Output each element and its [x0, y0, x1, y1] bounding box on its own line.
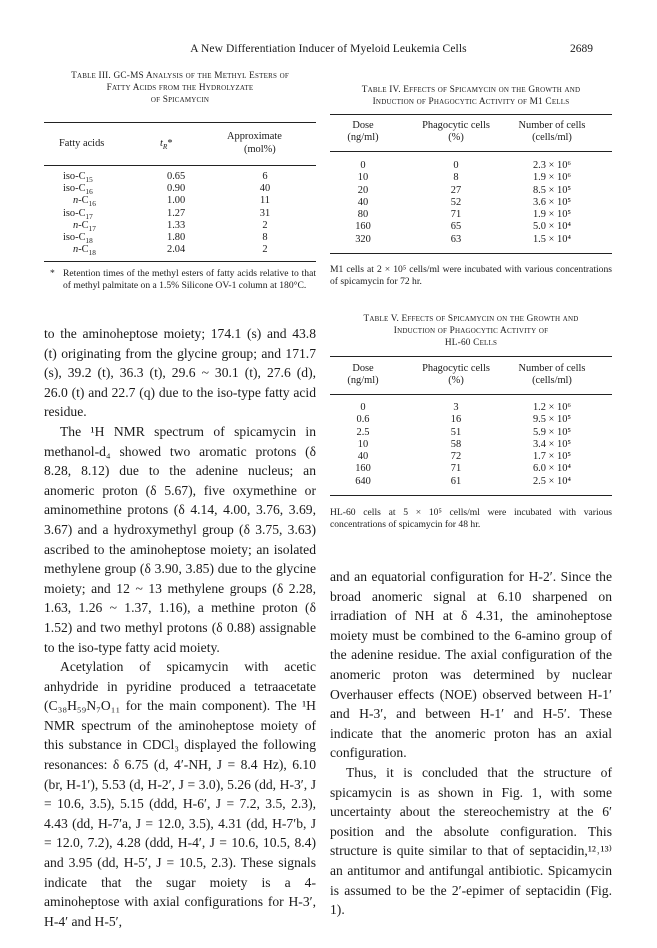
paragraph: The ¹H NMR spectrum of spicamycin in methanol-d₄ showed two aromatic protons (δ 8.28, 8.12) due to the adenine nucleus; an anomeric proton (δ 5.67), five oxymethine or aminomethine protons (δ 4.14, 4.00, 3.76, 3.69, 3.67) and a hydroxymethyl group (δ 3.75, 3.63) ascribed to the aminoheptose moiety; an isolated methylene group (δ 3.90, 3.85) due to the glycine moiety; and 12 ~ 13 methylene groups (δ 2.28, 1.63, 1.26 ~ 1.37, 1.16), a methine proton (δ 1.52) and two methyl protons (δ 0.88) assignable to the iso-type fatty acid moiety.	[44, 423, 316, 655]
table-row: iso-$C_{18}$ 1.80 8	[63, 231, 268, 246]
table-row: $n-C_{18}$ 2.04 2	[73, 244, 268, 258]
table-row: $n-C_{16}$ 1.00 11	[73, 195, 270, 209]
table-3-body	[44, 171, 316, 256]
table-row: $n-C_{17}$ 1.33 2	[73, 219, 268, 233]
paragraph: Acetylation of spicamycin with acetic anhydride in pyridine produced a tetraacetate (C₃₈H₅₉N₇O₁₁ for the main component). The ¹H NMR spectrum of the aminoheptose moiety of this substance in CDCl₃ displayed the following resonances: δ 6.75 (d, 4′-NH, J = 8.4 Hz), 6.10 (br, H-1′), 5.53 (d, H-2′, J = 3.0), 5.26 (dd, H-3′, J = 10.6, 3.5), 5.15 (ddd, H-6′, J = 7.2, 3.5, 2.3), 4.43 (dd, H-7′a, J = 12.0, 3.5), 4.31 (dd, H-7′b, J = 12.0, 7.2), 4.28 (ddd, H-4′, J = 10.6, 10.5, 8.4) and 3.95 (dd, H-5′, J = 10.5, 2.3). These signals indicate that the sugar moiety is a 4-aminoheptose with axial configurations for H-3′, H-4′ and H-5′,	[44, 659, 316, 929]
table-row: 160 71 6.0 × 10⁴	[355, 463, 572, 475]
table-row: 0 3 1.2 × 10⁶	[360, 402, 572, 413]
table-5-body	[330, 402, 612, 488]
paragraph: Thus, it is concluded that the structure of spicamycin is as shown in Fig. 1, with some uncertainty about the stereochemistry at the 6′ position and the absolute configuration. This structure is quite similar to that of septacidin,¹²˒¹³⁾ an antitumor and antifungal antibiotic. Spicamycin is assumed to be the 2′-epimer of septacidin (Fig. 1).	[330, 764, 612, 918]
table-5-col-cells: Number of cells	[518, 363, 586, 374]
paragraph: to the aminoheptose moiety; 174.1 (s) and 43.8 (t) originating from the glycine group; and 171.7 (s), 39.2 (t), 36.3 (t), 29.6 ~ 30.1 (t), 27.6 (d), 26.0 (t) and 22.7 (q) due to the iso-type fatty acid residue.	[44, 326, 316, 420]
table-row: iso-$C_{15}$ 0.65 6	[63, 171, 268, 185]
table-row: 80 71 1.9 × 10⁵	[357, 209, 572, 221]
table-row: 20 27 8.5 × 10⁵	[357, 184, 572, 196]
table-row: iso-$C_{16}$ 0.90 40	[63, 183, 271, 197]
table-row: 40 52 3.6 × 10⁵	[357, 196, 572, 208]
table-4-body	[330, 160, 612, 246]
table-3-col-mol-b: (mol%)	[244, 144, 276, 155]
table-4-note: M1 cells at 2 × 10⁵ cells/ml were incubated with various concentrations of spicamycin for 72 hr.	[330, 264, 612, 288]
table-row: 2.5 51 5.9 × 10⁵	[356, 426, 572, 438]
table-4	[330, 84, 612, 108]
table-5-col-phago: Phagocytic cells	[422, 363, 490, 374]
table-row: 40 72 1.7 × 10⁵	[357, 451, 572, 463]
table-5	[330, 313, 612, 349]
table-row: 0 0 2.3 × 10⁶	[360, 160, 572, 171]
table-row: 0.6 16 9.5 × 10⁵	[356, 414, 572, 426]
table-4-col-phago: Phagocytic cells	[422, 120, 490, 131]
table-5-note: HL-60 cells at 5 × 10⁵ cells/ml were incubated with various concentrations of spicamycin for 48 hr.	[330, 507, 612, 531]
table-row: 640 61 2.5 × 10⁴	[355, 475, 572, 487]
table-4-col-cells: Number of cells	[518, 120, 586, 131]
table-row: 10 58 3.4 × 10⁵	[357, 438, 572, 450]
page-number: 2689	[570, 43, 593, 55]
table-row: iso-$C_{17}$ 1.27 31	[63, 207, 271, 221]
table-5-caption-1: Table V. Effects of Spicamycin on the Growth and	[363, 314, 579, 324]
table-3-caption-3: of Spicamycin	[150, 95, 210, 105]
table-3	[44, 70, 316, 106]
left-column-text	[44, 324, 316, 931]
table-3-col-acids: Fatty acids	[59, 138, 105, 149]
right-column-text	[330, 567, 612, 920]
table-3-col-tr: $t_R*$	[160, 138, 173, 152]
table-3-caption-1: Table III. GC-MS Analysis of the Methyl Esters of	[71, 71, 289, 81]
table-4-col-dose: Dose	[352, 120, 374, 131]
table-3-col-mol-a: Approximate	[227, 131, 282, 142]
running-title: A New Differentiation Inducer of Myeloid Leukemia Cells	[190, 43, 467, 55]
table-3-footnote: * Retention times of the methyl esters of fatty acids relative to that of methyl palmitate on a 1.5% Silicone OV-1 column at 180°C.	[50, 268, 316, 292]
table-5-col-dose: Dose	[352, 363, 374, 374]
table-4-caption-2: Induction of Phagocytic Activity of M1 Cells	[372, 97, 570, 107]
table-5-caption-3: HL-60 Cells	[444, 338, 498, 348]
paragraph: and an equatorial configuration for H-2′. Since the broad anomeric signal at 6.10 sharpened on irradiation of NH at δ 4.31, the aminoheptose moiety must be combined to the 6-amino group of the adenine residue. The axial configuration of the anomeric proton was determined by nuclear Overhauser effects (NOE) observed between H-1′ and H-3′, and between H-1′ and H-5′. These indicate that the anomeric proton has an axial configuration.	[330, 569, 612, 761]
table-row: 10 8 1.9 × 10⁶	[357, 172, 572, 184]
table-row: 320 63 1.5 × 10⁴	[355, 233, 572, 245]
table-4-caption-1: Table IV. Effects of Spicamycin on the Growth and	[361, 85, 581, 95]
table-row: 160 65 5.0 × 10⁴	[355, 221, 572, 233]
table-3-caption-2: Fatty Acids from the Hydrolyzate	[106, 83, 254, 93]
table-5-caption-2: Induction of Phagocytic Activity of	[393, 326, 549, 336]
